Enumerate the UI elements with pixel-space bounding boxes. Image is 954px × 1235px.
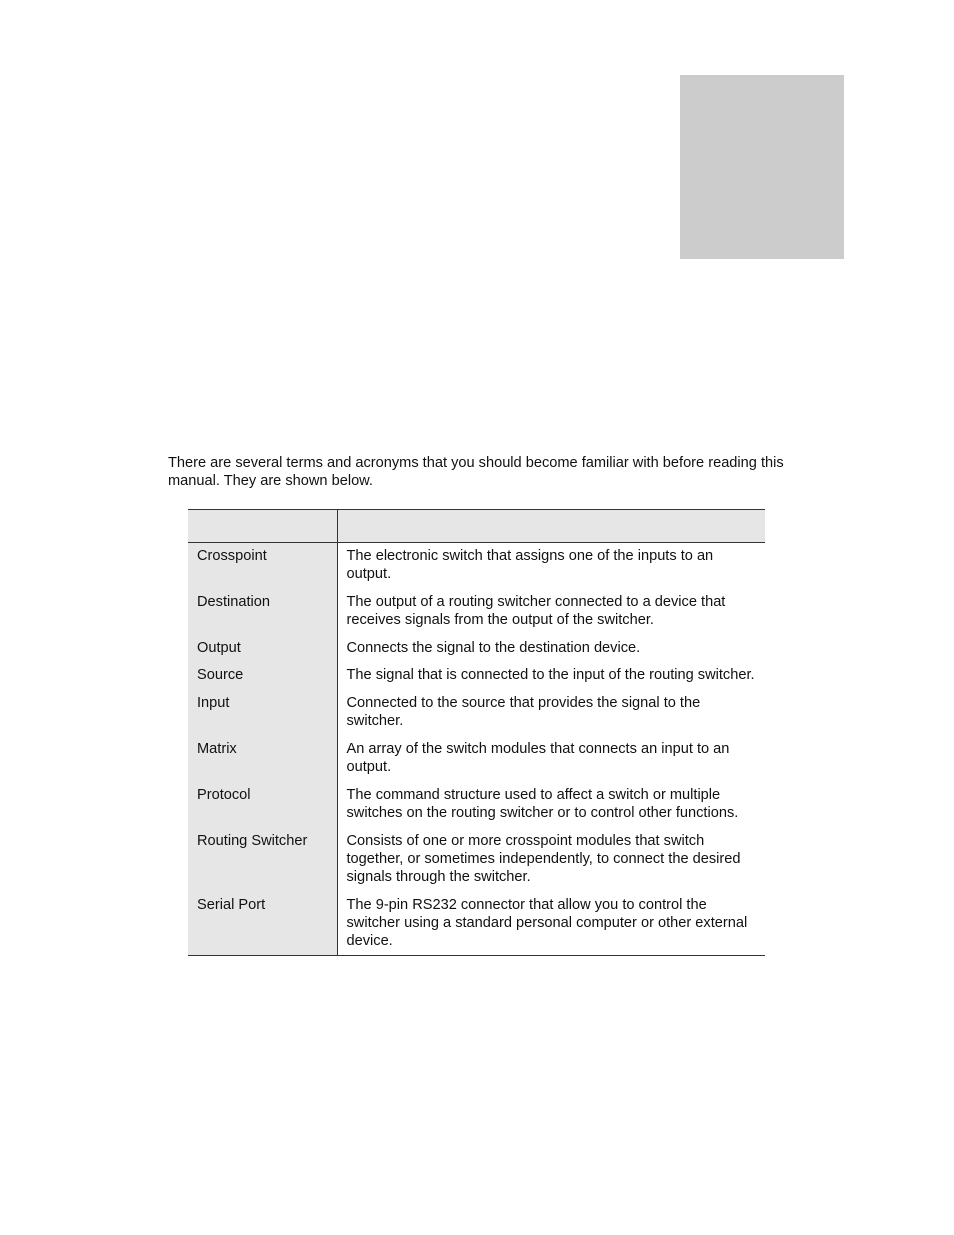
table-row [188,786,765,832]
definition-cell: An array of the switch modules that connects an input to an output. [337,740,765,786]
term-cell: Protocol [188,786,337,832]
definition-cell: The electronic switch that assigns one of the inputs to an output. [337,543,765,594]
glossary-table [188,509,765,956]
table-row [188,543,765,594]
definition-cell: Consists of one or more crosspoint modules that switch together, or sometimes independently, to connect the desired signals through the switcher. [337,832,765,896]
term-cell: Matrix [188,740,337,786]
term-cell: Crosspoint [188,543,337,594]
definition-cell: Connected to the source that provides the signal to the switcher. [337,694,765,740]
table-header-row [188,510,765,543]
term-cell: Serial Port [188,896,337,956]
table-row [188,639,765,666]
term-cell: Input [188,694,337,740]
definition-cell: The command structure used to affect a switch or multiple switches on the routing switcher or to control other functions. [337,786,765,832]
definition-cell: Connects the signal to the destination device. [337,639,765,666]
table-row [188,740,765,786]
term-cell: Source [188,666,337,694]
table-row [188,593,765,639]
definition-cell: The output of a routing switcher connected to a device that receives signals from the output of the switcher. [337,593,765,639]
term-cell: Output [188,639,337,666]
term-cell: Routing Switcher [188,832,337,896]
table-row [188,666,765,694]
table-row [188,694,765,740]
intro-paragraph: There are several terms and acronyms that you should become familiar with before reading this manual. They are shown below. [168,455,784,489]
definition-cell: The 9-pin RS232 connector that allow you to control the switcher using a standard personal computer or other external device. [337,896,765,956]
chapter-marker-box [680,75,844,259]
term-cell: Destination [188,593,337,639]
header-definition [337,510,765,543]
table-row [188,896,765,956]
table-row [188,832,765,896]
definition-cell: The signal that is connected to the input of the routing switcher. [337,666,765,694]
header-term [188,510,337,543]
